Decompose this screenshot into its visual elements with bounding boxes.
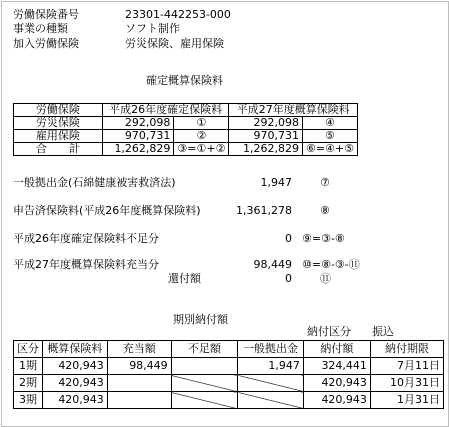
fy26-mark: ③=①+② — [174, 143, 229, 156]
table-row — [14, 375, 444, 392]
table-row — [14, 117, 358, 130]
row-label: 合 計 — [14, 143, 103, 156]
payment: 324,441 — [303, 358, 370, 375]
period: 3期 — [14, 392, 43, 409]
installment-table-header — [14, 341, 444, 358]
fy26-value: 1,262,829 — [102, 143, 174, 156]
fy26-mark: ② — [174, 130, 229, 143]
transfer-header: 振込 — [372, 325, 394, 338]
fy27-mark: ④ — [302, 117, 357, 130]
table-row — [14, 392, 444, 409]
general: 1,947 — [238, 358, 304, 375]
table2-title: 期別納付額 — [173, 313, 228, 326]
applied-amount-label: 平成27年度概算保険料充当分 — [13, 258, 159, 271]
shortage-label: 平成26年度確定保険料不足分 — [13, 232, 159, 245]
installment-table — [13, 340, 444, 409]
fy26-mark: ① — [174, 117, 229, 130]
general-crossed-out — [238, 375, 304, 392]
payment: 420,943 — [303, 375, 370, 392]
row-label: 雇用保険 — [14, 130, 103, 143]
row-label: 労災保険 — [14, 117, 103, 130]
fy27-mark: ⑤ — [302, 130, 357, 143]
general-contribution-label: 一般拠出金(石綿健康被害救済法) — [13, 176, 176, 189]
due: 7月11日 — [370, 358, 443, 375]
general-crossed-out — [238, 392, 304, 409]
declared-premium-label: 申告済保険料(平成26年度概算保険料) — [13, 204, 201, 217]
header-due: 納付期限 — [370, 341, 443, 358]
business-type-value: ソフト制作 — [125, 22, 180, 35]
table-row — [14, 358, 444, 375]
premium: 420,943 — [43, 375, 108, 392]
declared-premium-mark: ⑧ — [320, 204, 330, 217]
declared-premium-value: 1,361,278 — [236, 204, 292, 217]
header-fy26-confirmed: 平成26年度確定保険料 — [102, 104, 229, 117]
fy27-mark: ⑥=④+⑤ — [302, 143, 357, 156]
applied — [107, 375, 171, 392]
table1-title: 確定概算保険料 — [146, 74, 223, 87]
header-premium: 概算保険料 — [43, 341, 108, 358]
shortage-crossed-out — [171, 375, 237, 392]
payment: 420,943 — [303, 392, 370, 409]
payment-category-header: 納付区分 — [307, 325, 351, 338]
premium-table-header — [14, 104, 358, 117]
period: 1期 — [14, 358, 43, 375]
applied: 98,449 — [107, 358, 171, 375]
premium-table — [13, 103, 358, 156]
due: 10月31日 — [370, 375, 443, 392]
business-type-label: 事業の種類 — [13, 22, 68, 35]
general-contribution-value: 1,947 — [260, 176, 292, 189]
insurance-number-label: 労働保険番号 — [13, 8, 79, 21]
fy27-value: 1,262,829 — [229, 143, 303, 156]
applied-amount-mark: ⑩=⑧-③-⑪ — [302, 258, 360, 271]
shortage-mark: ⑨=③-⑧ — [302, 232, 345, 245]
shortage-crossed-out — [171, 392, 237, 409]
header-period: 区分 — [14, 341, 43, 358]
due: 1月31日 — [370, 392, 443, 409]
applied-amount-value: 98,449 — [253, 258, 292, 271]
shortage-value: 0 — [285, 232, 292, 245]
insurance-number-value: 23301-442253-000 — [125, 8, 231, 21]
fy26-value: 292,098 — [102, 117, 174, 130]
header-general: 一般拠出金 — [238, 341, 304, 358]
refund-mark: ⑪ — [320, 272, 331, 285]
general-contribution-mark: ⑦ — [320, 176, 330, 189]
header-payment: 納付額 — [303, 341, 370, 358]
shortage — [171, 358, 237, 375]
enrolled-insurance-value: 労災保険、雇用保険 — [125, 37, 224, 50]
enrolled-insurance-label: 加入労働保険 — [13, 37, 79, 50]
header-shortage: 不足額 — [171, 341, 237, 358]
table-row — [14, 130, 358, 143]
premium: 420,943 — [43, 358, 108, 375]
header-labor-insurance: 労働保険 — [14, 104, 103, 117]
header-applied: 充当額 — [107, 341, 171, 358]
refund-value: 0 — [285, 272, 292, 285]
fy27-value: 292,098 — [229, 117, 303, 130]
header-fy27-estimated: 平成27年度概算保険料 — [229, 104, 358, 117]
fy26-value: 970,731 — [102, 130, 174, 143]
fy27-value: 970,731 — [229, 130, 303, 143]
premium: 420,943 — [43, 392, 108, 409]
applied — [107, 392, 171, 409]
table-row-total — [14, 143, 358, 156]
refund-label: 還付額 — [168, 272, 201, 285]
period: 2期 — [14, 375, 43, 392]
